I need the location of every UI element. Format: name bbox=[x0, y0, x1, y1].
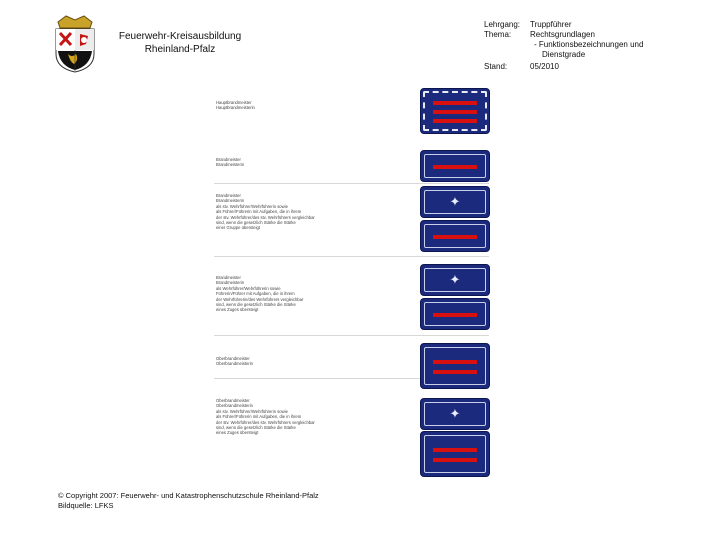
rank-desc-line: der stv. Wehrführer/des stv. Wehrführers vergleichbar bbox=[216, 419, 315, 425]
rank-desc-line: Brandmeisterin bbox=[216, 162, 245, 168]
rank-desc-line: Hauptbrandmeisterin bbox=[216, 105, 255, 111]
rank-desc-line: eines Zuges übersteigt bbox=[216, 307, 259, 313]
insignia-oberbrandmeister bbox=[420, 343, 490, 389]
rank-desc-line: als Wehrführer/Wehrführerin sowie bbox=[216, 285, 281, 291]
course-meta bbox=[484, 20, 712, 72]
rank-desc-line: Brandmeister bbox=[216, 193, 241, 198]
rank-desc-line: Brandmeister bbox=[216, 157, 241, 162]
rank-desc-3 bbox=[216, 193, 366, 231]
date-label: Stand: bbox=[484, 62, 508, 71]
rank-desc-line: der Wehrführerin/des Wehrführers vergleichbar bbox=[216, 296, 304, 302]
rank-desc-line: Führerin/Führer mit Aufgaben, die in ihrem bbox=[216, 291, 295, 297]
rank-star-icon: ✦ bbox=[449, 406, 461, 421]
rank-desc-line: eines Zuges übersteigt bbox=[216, 430, 259, 436]
topic-line-2: - Funktionsbezeichnungen und bbox=[534, 40, 644, 49]
rank-desc-line: Hauptbrandmeister bbox=[216, 100, 252, 105]
separator bbox=[214, 256, 489, 257]
rank-desc-line: sind, wenn die gesetzlich Stärke die Stärke bbox=[216, 220, 296, 226]
rank-desc-line: Brandmeisterin bbox=[216, 198, 245, 204]
rank-desc-line: Brandmeisterin bbox=[216, 280, 245, 286]
rank-desc-line: als stv. Wehrführer/Wehrführerin sowie bbox=[216, 408, 288, 414]
insignia-oberbrandmeister-stv-wehrfuehrer-top bbox=[420, 398, 490, 430]
rank-desc-6 bbox=[216, 398, 366, 436]
rank-desc-line: sind, wenn die gesetzlich Stärke die Stärke bbox=[216, 425, 296, 431]
topic-line-3: Dienstgrade bbox=[542, 50, 586, 59]
rank-desc-1 bbox=[216, 100, 366, 111]
rank-desc-4 bbox=[216, 275, 366, 313]
course-value: Truppführer bbox=[530, 20, 572, 29]
rank-desc-line: Brandmeister bbox=[216, 275, 241, 280]
rank-desc-line: Oberbrandmeisterin bbox=[216, 361, 254, 367]
separator bbox=[214, 183, 489, 184]
coat-of-arms-icon bbox=[52, 14, 98, 74]
rank-desc-line: der stv. Wehrführer/des stv. Wehrführers vergleichbar bbox=[216, 214, 315, 220]
rank-desc-line: sind, wenn die gesetzlich Stärke die Stärke bbox=[216, 302, 296, 308]
topic-label: Thema: bbox=[484, 30, 512, 39]
rank-star-icon: ✦ bbox=[449, 272, 461, 287]
image-source-text: Bildquelle: LFKS bbox=[58, 501, 114, 510]
insignia-hauptbrandmeister bbox=[420, 88, 490, 134]
insignia-brandmeister-wehrfuehrer-top bbox=[420, 264, 490, 296]
rank-desc-line: Oberbrandmeister bbox=[216, 356, 250, 361]
rank-star-icon: ✦ bbox=[449, 194, 461, 209]
organisation-title bbox=[100, 30, 260, 56]
rank-desc-line: Oberbrandmeister bbox=[216, 398, 250, 403]
topic-line-1: Rechtsgrundlagen bbox=[530, 30, 595, 39]
insignia-brandmeister-stv-wehrfuehrer-top bbox=[420, 186, 490, 218]
separator bbox=[214, 335, 489, 336]
course-label: Lehrgang: bbox=[484, 20, 521, 29]
rank-desc-2 bbox=[216, 157, 366, 168]
org-line-2: Rheinland-Pfalz bbox=[144, 44, 216, 55]
copyright-text: © Copyright 2007: Feuerwehr- und Katastrophenschutzschule Rheinland-Pfalz bbox=[58, 491, 319, 500]
rank-desc-line: als stv. Wehrführer/Wehrführerin sowie bbox=[216, 203, 288, 209]
date-value: 05/2010 bbox=[530, 62, 559, 71]
rank-desc-line: als Führer/Führerin mit Aufgaben, die in ihrem bbox=[216, 209, 302, 215]
insignia-brandmeister-stv-wehrfuehrer-bottom bbox=[420, 220, 490, 252]
rank-desc-5 bbox=[216, 356, 366, 367]
rank-desc-line: als Führer/Führerin mit Aufgaben, die in ihrem bbox=[216, 414, 302, 420]
insignia-brandmeister bbox=[420, 150, 490, 182]
rank-desc-line: einer Gruppe übersteigt bbox=[216, 225, 260, 231]
footer bbox=[58, 491, 319, 511]
insignia-brandmeister-wehrfuehrer-bottom bbox=[420, 298, 490, 330]
rank-desc-line: Oberbrandmeisterin bbox=[216, 403, 254, 409]
org-line-1: Feuerwehr-Kreisausbildung bbox=[118, 31, 242, 42]
insignia-oberbrandmeister-stv-wehrfuehrer-bottom bbox=[420, 431, 490, 477]
